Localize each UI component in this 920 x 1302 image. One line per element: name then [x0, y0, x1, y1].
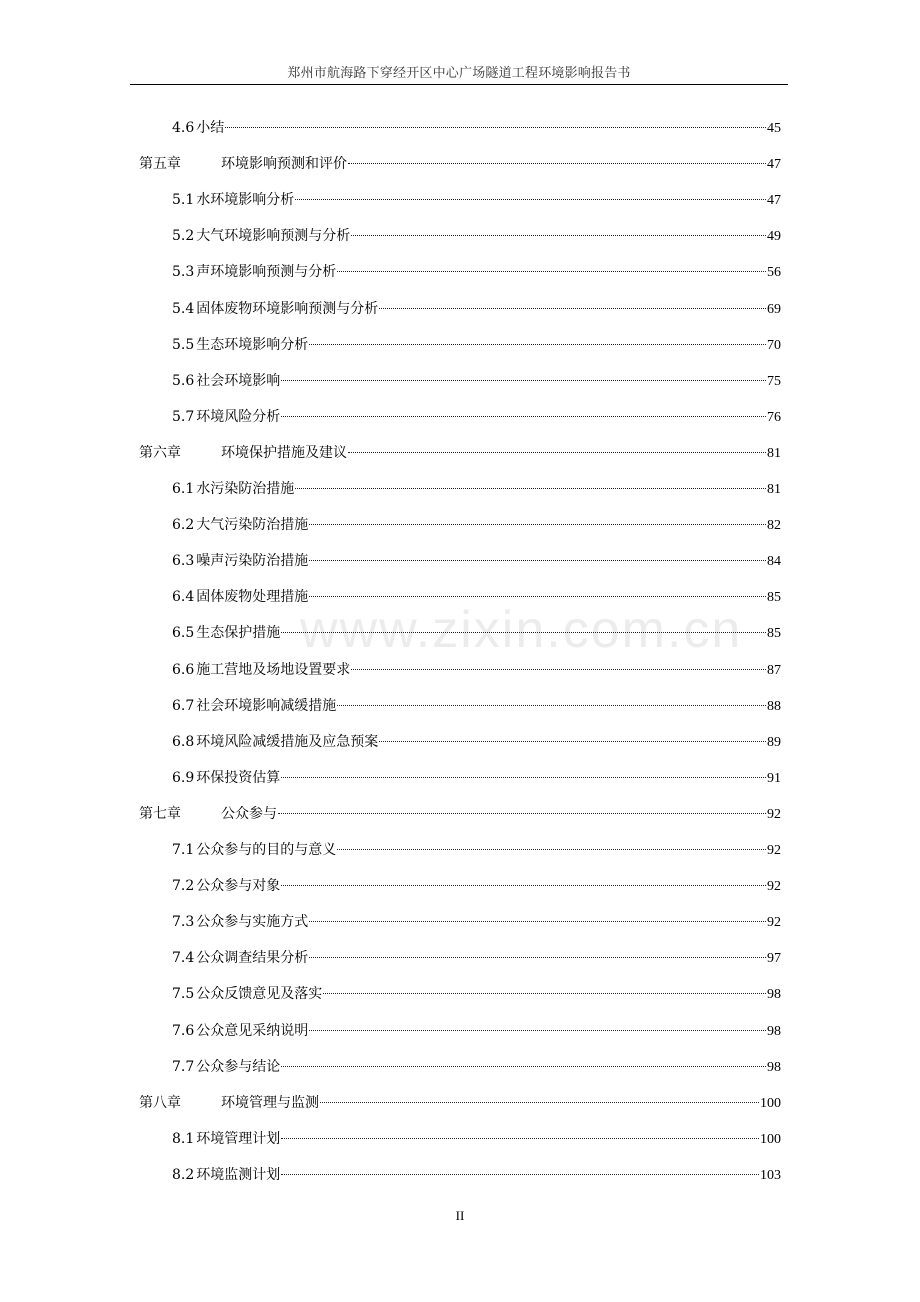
toc-section-entry[interactable] [172, 912, 781, 932]
toc-dot-leader [309, 957, 766, 958]
toc-entry-title: 声环境影响预测与分析 [196, 264, 337, 281]
toc-entry-title: 固体废物处理措施 [196, 589, 309, 606]
toc-dot-leader [351, 669, 766, 670]
toc-entry-number: 第五章 [139, 156, 181, 173]
toc-dot-leader [295, 199, 766, 200]
toc-entry-page: 97 [767, 951, 781, 967]
toc-entry-number: 4.6 [172, 120, 195, 136]
toc-entry-title: 生态环境影响分析 [196, 336, 309, 353]
toc-dot-leader [309, 344, 766, 345]
toc-section-entry[interactable] [172, 587, 781, 607]
toc-chapter-entry[interactable] [139, 154, 781, 174]
toc-entry-page: 92 [767, 915, 781, 931]
toc-dot-leader [309, 524, 766, 525]
toc-entry-title: 公众调查结果分析 [196, 950, 309, 967]
toc-entry-page: 47 [767, 157, 781, 173]
toc-entry-number: 6.8 [172, 733, 195, 750]
toc-section-entry[interactable] [172, 118, 781, 138]
toc-entry-number: 6.5 [172, 625, 195, 642]
toc-entry-number: 6.4 [172, 589, 195, 606]
toc-entry-number: 7.4 [172, 950, 195, 967]
toc-section-entry[interactable] [172, 840, 781, 860]
toc-dot-leader [309, 921, 766, 922]
watermark: www.zixin.com.cn [300, 601, 743, 659]
toc-section-entry[interactable] [172, 479, 781, 499]
toc-dot-leader [281, 1066, 766, 1067]
toc-entry-page: 85 [767, 590, 781, 606]
toc-entry-title: 环境监测计划 [196, 1166, 281, 1183]
toc-entry-title: 社会环境影响 [196, 372, 281, 389]
toc-section-entry[interactable] [172, 190, 781, 210]
toc-entry-title: 环境保护措施及建议 [221, 444, 347, 461]
toc-entry-number: 5.6 [172, 372, 195, 389]
toc-dot-leader [337, 705, 766, 706]
toc-entry-title: 固体废物环境影响预测与分析 [196, 300, 379, 317]
toc-section-entry[interactable] [172, 623, 781, 643]
toc-entry-number: 7.2 [172, 878, 195, 895]
toc-dot-leader [281, 885, 766, 886]
toc-entry-title: 公众参与结论 [196, 1058, 281, 1075]
toc-entry-page: 88 [767, 698, 781, 714]
toc-entry-page: 100 [760, 1131, 781, 1147]
toc-entry-number: 5.2 [172, 228, 195, 245]
toc-entry-title: 公众参与对象 [196, 878, 281, 895]
toc-entry-number: 6.7 [172, 697, 195, 714]
toc-section-entry[interactable] [172, 299, 781, 319]
toc-dot-leader [309, 1030, 766, 1031]
toc-chapter-entry[interactable] [139, 443, 781, 463]
page-number: II [455, 1208, 465, 1223]
toc-entry-number: 8.2 [172, 1166, 195, 1183]
toc-dot-leader [295, 488, 766, 489]
toc-section-entry[interactable] [172, 515, 781, 535]
toc-entry-title: 环境风险分析 [196, 408, 281, 425]
toc-dot-leader [348, 452, 766, 453]
toc-entry-title: 环境管理与监测 [221, 1094, 319, 1111]
page-header-title: 郑州市航海路下穿经开区中心广场隧道工程环境影响报告书 [287, 66, 631, 81]
toc-entry-title: 小结 [196, 120, 225, 136]
toc-dot-leader [281, 777, 766, 778]
toc-entry-number: 7.7 [172, 1058, 195, 1075]
toc-dot-leader [281, 632, 766, 633]
toc-section-entry[interactable] [172, 732, 781, 752]
toc-entry-number: 5.5 [172, 336, 195, 353]
toc-entry-page: 47 [767, 193, 781, 209]
header-rule [130, 84, 788, 85]
toc-entry-page: 45 [767, 121, 781, 136]
toc-dot-leader [281, 380, 766, 381]
toc-entry-title: 公众参与实施方式 [196, 914, 309, 931]
toc-entry-number: 7.1 [172, 842, 195, 858]
toc-dot-leader [281, 1138, 759, 1139]
toc-dot-leader [281, 416, 766, 417]
toc-section-entry[interactable] [172, 226, 781, 246]
toc-entry-number: 6.1 [172, 481, 195, 497]
toc-entry-number: 5.4 [172, 300, 195, 317]
toc-entry-number: 7.5 [172, 986, 195, 1003]
toc-dot-leader [323, 993, 766, 994]
toc-entry-number: 第七章 [139, 805, 181, 822]
toc-entry-page: 81 [767, 482, 781, 497]
toc-entry-page: 98 [767, 987, 781, 1003]
toc-entry-page: 98 [767, 1023, 781, 1039]
toc-entry-number: 7.3 [172, 914, 195, 931]
toc-entry-page: 76 [767, 409, 781, 425]
toc-section-entry[interactable] [172, 1165, 781, 1185]
toc-entry-number: 5.3 [172, 264, 195, 281]
toc-section-entry[interactable] [172, 984, 781, 1004]
toc-entry-page: 49 [767, 229, 781, 245]
toc-section-entry[interactable] [172, 1057, 781, 1077]
toc-entry-title: 环境影响预测和评价 [221, 156, 347, 173]
toc-section-entry[interactable] [172, 335, 781, 355]
toc-entry-title: 大气污染防治措施 [196, 517, 309, 534]
toc-dot-leader [379, 308, 766, 309]
toc-entry-number: 7.6 [172, 1022, 195, 1039]
toc-dot-leader [225, 127, 766, 128]
toc-entry-page: 82 [767, 518, 781, 534]
toc-entry-number: 6.2 [172, 517, 195, 534]
toc-entry-number: 第六章 [139, 444, 181, 461]
toc-entry-number: 第八章 [139, 1094, 181, 1111]
toc-section-entry[interactable] [172, 262, 781, 282]
toc-entry-page: 85 [767, 626, 781, 642]
toc-dot-leader [309, 596, 766, 597]
toc-entry-page: 98 [767, 1059, 781, 1075]
toc-section-entry[interactable] [172, 948, 781, 968]
toc-section-entry[interactable] [172, 371, 781, 391]
toc-entry-title: 社会环境影响减缓措施 [196, 697, 337, 714]
toc-entry-page: 92 [767, 806, 781, 822]
toc-entry-title: 生态保护措施 [196, 625, 281, 642]
toc-entry-number: 6.9 [172, 769, 195, 786]
toc-entry-title: 大气环境影响预测与分析 [196, 228, 351, 245]
toc-chapter-entry[interactable] [139, 1093, 781, 1113]
toc-dot-leader [351, 235, 766, 236]
toc-entry-number: 5.7 [172, 408, 195, 425]
toc-entry-title: 水污染防治措施 [196, 481, 295, 497]
toc-entry-page: 103 [760, 1167, 781, 1183]
toc-entry-title: 公众参与的目的与意义 [196, 842, 337, 858]
toc-entry-page: 81 [767, 445, 781, 461]
toc-entry-page: 100 [760, 1095, 781, 1111]
toc-entry-title: 施工营地及场地设置要求 [196, 661, 351, 678]
toc-entry-number: 5.1 [172, 192, 195, 209]
toc-section-entry[interactable] [172, 696, 781, 716]
toc-entry-number: 8.1 [172, 1130, 195, 1147]
toc-entry-page: 70 [767, 337, 781, 353]
toc-entry-page: 84 [767, 554, 781, 570]
toc-entry-title: 环境管理计划 [196, 1130, 281, 1147]
toc-entry-title: 噪声污染防治措施 [196, 553, 309, 570]
toc-entry-page: 75 [767, 373, 781, 389]
toc-entry-page: 69 [767, 301, 781, 317]
toc-entry-page: 89 [767, 734, 781, 750]
toc-entry-page: 87 [767, 662, 781, 678]
toc-section-entry[interactable] [172, 1129, 781, 1149]
toc-dot-leader [337, 271, 766, 272]
toc-entry-page: 91 [767, 770, 781, 786]
toc-dot-leader [337, 849, 766, 850]
toc-entry-title: 环保投资估算 [196, 769, 281, 786]
toc-dot-leader [309, 560, 766, 561]
toc-entry-title: 水环境影响分析 [196, 192, 295, 209]
toc-dot-leader [379, 741, 766, 742]
toc-entry-number: 6.3 [172, 553, 195, 570]
toc-entry-title: 环境风险减缓措施及应急预案 [196, 733, 379, 750]
toc-entry-title: 公众意见采纳说明 [196, 1022, 309, 1039]
toc-dot-leader [348, 163, 766, 164]
toc-dot-leader [281, 1174, 759, 1175]
toc-section-entry[interactable] [172, 551, 781, 571]
toc-entry-title: 公众反馈意见及落实 [196, 986, 323, 1003]
toc-dot-leader [278, 813, 766, 814]
toc-section-entry[interactable] [172, 660, 781, 680]
toc-entry-page: 92 [767, 879, 781, 895]
toc-dot-leader [320, 1102, 759, 1103]
toc-entry-number: 6.6 [172, 661, 195, 678]
toc-entry-page: 92 [767, 843, 781, 858]
toc-section-entry[interactable] [172, 876, 781, 896]
toc-entry-page: 56 [767, 265, 781, 281]
toc-section-entry[interactable] [172, 1021, 781, 1041]
toc-section-entry[interactable] [172, 768, 781, 788]
toc-entry-title: 公众参与 [221, 805, 277, 822]
toc-section-entry[interactable] [172, 407, 781, 427]
toc-chapter-entry[interactable] [139, 804, 781, 824]
